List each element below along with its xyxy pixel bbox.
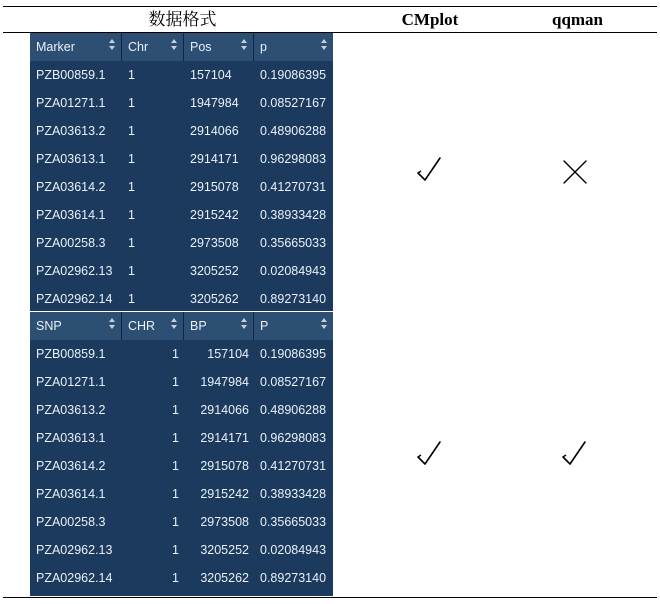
format-column-header: 数据格式	[148, 10, 217, 30]
table-row	[30, 173, 333, 201]
sort-arrows-icon[interactable]	[241, 318, 248, 332]
cell-marker: PZB00859.1	[36, 347, 106, 361]
table-header-row	[30, 312, 333, 340]
cell-pos: 1947984	[200, 375, 249, 389]
cell-chr: 1	[172, 487, 179, 501]
column-header-p[interactable]	[254, 312, 333, 340]
cell-pos: 157104	[190, 68, 232, 82]
sort-arrows-icon[interactable]	[109, 39, 116, 53]
column-header-label: BP	[190, 319, 207, 333]
sort-arrows-icon[interactable]	[241, 39, 248, 53]
cell-pos: 2915242	[190, 208, 239, 222]
cell-p: 0.89273140	[260, 571, 327, 585]
cell-chr: 1	[172, 459, 179, 473]
cell-marker: PZA01271.1	[36, 375, 106, 389]
cell-pos: 2914171	[190, 152, 239, 166]
qqman-table2-mark check-icon	[557, 438, 593, 474]
table-row	[30, 61, 333, 89]
cell-p: 0.35665033	[260, 236, 327, 250]
cell-marker: PZB00859.1	[36, 68, 106, 82]
cell-p: 0.38933428	[260, 208, 327, 222]
cell-marker: PZA03613.2	[36, 124, 106, 138]
table-row	[30, 480, 333, 508]
column-header-chr[interactable]	[122, 312, 184, 340]
cell-chr: 1	[172, 543, 179, 557]
cell-marker: PZA03614.1	[36, 487, 106, 501]
data-table-cmplot-format	[30, 33, 333, 311]
cell-marker: PZA02962.13	[36, 264, 113, 278]
cell-p: 0.02084943	[260, 543, 327, 557]
cell-pos: 157104	[207, 347, 249, 361]
cell-chr: 1	[128, 152, 135, 166]
cell-p: 0.89273140	[260, 292, 327, 306]
cell-chr: 1	[128, 96, 135, 110]
column-header-label: Chr	[128, 40, 149, 54]
cell-chr: 1	[172, 515, 179, 529]
cell-marker: PZA02962.13	[36, 543, 113, 557]
table-row	[30, 117, 333, 145]
cell-chr: 1	[172, 403, 179, 417]
table-row	[30, 145, 333, 173]
cell-p: 0.08527167	[260, 375, 327, 389]
cell-chr: 1	[172, 375, 179, 389]
cell-pos: 2915078	[200, 459, 249, 473]
cell-p: 0.38933428	[260, 487, 327, 501]
table-row	[30, 424, 333, 452]
column-header-bp[interactable]	[184, 312, 254, 340]
cell-pos: 2915078	[190, 180, 239, 194]
column-header-label: SNP	[36, 319, 62, 333]
sort-arrows-icon[interactable]	[171, 318, 178, 332]
cell-p: 0.96298083	[260, 431, 327, 445]
cell-p: 0.19086395	[260, 68, 327, 82]
column-header-label: Marker	[36, 40, 75, 54]
cell-marker: PZA03614.2	[36, 459, 106, 473]
qqman-table1-mark cross-icon	[557, 154, 593, 190]
cell-chr: 1	[128, 236, 135, 250]
cell-pos: 3205262	[190, 292, 239, 306]
cell-pos: 3205262	[200, 571, 249, 585]
cell-chr: 1	[128, 68, 135, 82]
cell-marker: PZA03613.1	[36, 152, 106, 166]
column-header-pos[interactable]	[184, 33, 254, 61]
cell-chr: 1	[128, 292, 135, 306]
table-row	[30, 536, 333, 564]
column-header-chr[interactable]	[122, 33, 184, 61]
cell-pos: 2973508	[200, 515, 249, 529]
cell-pos: 2973508	[190, 236, 239, 250]
cell-p: 0.41270731	[260, 459, 327, 473]
table-row	[30, 201, 333, 229]
cmplot-table1-mark check-icon	[412, 154, 448, 190]
cell-chr: 1	[128, 208, 135, 222]
table-row	[30, 368, 333, 396]
cell-pos: 3205252	[190, 264, 239, 278]
sort-arrows-icon[interactable]	[321, 318, 328, 332]
cell-pos: 2915242	[200, 487, 249, 501]
cell-marker: PZA03613.1	[36, 431, 106, 445]
sort-arrows-icon[interactable]	[321, 39, 328, 53]
cell-pos: 2914171	[200, 431, 249, 445]
top-rule	[3, 6, 657, 7]
cell-chr: 1	[172, 571, 179, 585]
column-header-label: p	[260, 40, 267, 54]
cell-chr: 1	[128, 124, 135, 138]
cell-p: 0.48906288	[260, 403, 327, 417]
table-row	[30, 257, 333, 285]
cell-pos: 2914066	[190, 124, 239, 138]
table-row	[30, 229, 333, 257]
column-header-label: CHR	[128, 319, 156, 333]
cell-p: 0.35665033	[260, 515, 327, 529]
column-header-p[interactable]	[254, 33, 333, 61]
cell-marker: PZA02962.14	[36, 571, 113, 585]
table-header-row	[30, 33, 333, 61]
bottom-rule	[3, 597, 657, 598]
column-header-snp[interactable]	[30, 312, 122, 340]
cmplot-column-header: CMplot	[401, 10, 459, 29]
sort-arrows-icon[interactable]	[109, 318, 116, 332]
cell-pos: 3205252	[200, 543, 249, 557]
table-row	[30, 396, 333, 424]
data-table-qqman-format	[30, 312, 333, 596]
cell-marker: PZA01271.1	[36, 96, 106, 110]
cell-marker: PZA02962.14	[36, 292, 113, 306]
cell-marker: PZA00258.3	[36, 515, 106, 529]
cell-marker: PZA03614.1	[36, 208, 106, 222]
cell-pos: 1947984	[190, 96, 239, 110]
cell-chr: 1	[172, 347, 179, 361]
table-row	[30, 285, 333, 313]
sort-arrows-icon[interactable]	[171, 39, 178, 53]
table-row	[30, 452, 333, 480]
cell-pos: 2914066	[200, 403, 249, 417]
qqman-column-header: qqman	[551, 10, 604, 29]
table-row	[30, 89, 333, 117]
column-header-label: P	[260, 319, 269, 333]
cell-p: 0.02084943	[260, 264, 327, 278]
cell-marker: PZA03614.2	[36, 180, 106, 194]
cell-marker: PZA03613.2	[36, 403, 106, 417]
cell-marker: PZA00258.3	[36, 236, 106, 250]
cell-p: 0.96298083	[260, 152, 327, 166]
table-row	[30, 564, 333, 592]
cell-p: 0.48906288	[260, 124, 327, 138]
column-header-label: Pos	[190, 40, 212, 54]
cell-chr: 1	[172, 431, 179, 445]
cell-p: 0.41270731	[260, 180, 327, 194]
table-row	[30, 340, 333, 368]
column-header-marker[interactable]	[30, 33, 122, 61]
cell-p: 0.19086395	[260, 347, 327, 361]
cmplot-table2-mark check-icon	[412, 438, 448, 474]
cell-p: 0.08527167	[260, 96, 327, 110]
table-row	[30, 508, 333, 536]
cell-chr: 1	[128, 264, 135, 278]
cell-chr: 1	[128, 180, 135, 194]
